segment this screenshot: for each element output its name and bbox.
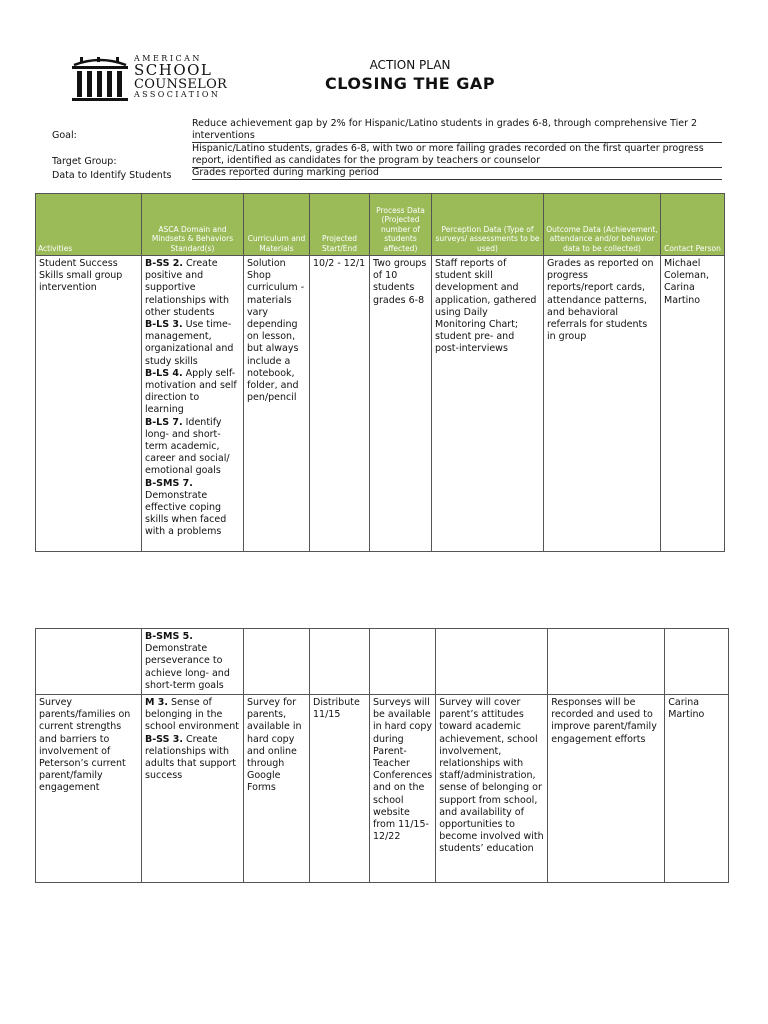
standard-item: B-LS 3. Use time-management, organizational and study skills	[145, 319, 234, 367]
cell-projected	[310, 629, 370, 695]
header-perception: Perception Data (Type of surveys/ assessments to be used)	[432, 194, 544, 256]
table-row	[36, 695, 729, 883]
cell-process	[370, 629, 436, 695]
table-header-row	[36, 194, 725, 256]
cell-perception: Survey will cover parent’s attitudes toward academic achievement, school involvement, relationships with staff/administration, sense of belonging or support from school, and availability of opportunities to become involved with students’ education	[436, 695, 548, 883]
table-row	[36, 629, 729, 695]
goal-label: Goal:	[52, 130, 77, 141]
cell-outcome	[548, 629, 665, 695]
logo-line-american: AMERICAN	[134, 54, 202, 63]
header-outcome: Outcome Data (Achievement, attendance and/or behavior data to be collected)	[544, 194, 661, 256]
header-contact: Contact Person	[661, 194, 725, 256]
standard-item: B-SS 3. Create relationships with adults that support success	[145, 733, 236, 782]
action-plan-table-continued	[35, 628, 729, 883]
standard-item: B-LS 4. Apply self-motivation and self direction to learning	[145, 367, 237, 416]
header-activities: Activities	[36, 194, 142, 256]
asca-logo	[70, 55, 240, 105]
identify-data-row	[52, 167, 722, 181]
cell-contact: Carina Martino	[665, 695, 729, 883]
table-row	[36, 256, 725, 552]
cell-curriculum	[244, 629, 310, 695]
cell-perception: Staff reports of student skill development and application, gathered using Daily Monitoring Chart; student pre- and post-interviews	[432, 256, 544, 552]
cell-standards	[142, 695, 244, 883]
logo-line-school: SCHOOL	[134, 61, 213, 79]
standard-item: B-LS 7. Identify long- and short-term academic, career and social/ emotional goals	[145, 416, 230, 477]
cell-activity	[36, 629, 142, 695]
header-process: Process Data (Projected number of students affected)	[370, 194, 432, 256]
cell-projected: Distribute 11/15	[310, 695, 370, 883]
cell-curriculum: Survey for parents, available in hard copy and online through Google Forms	[244, 695, 310, 883]
standard-item: B-SS 2. Create positive and supportive relationships with other students	[145, 258, 229, 318]
cell-curriculum: Solution Shop curriculum - materials vary depending on lesson, but always include a notebook, folder, and pen/pencil	[244, 256, 310, 552]
target-group-value: Hispanic/Latino students, grades 6-8, with two or more failing grades recorded on the first quarter progress report, identified as candidates for the program by teachers or counselor	[192, 143, 722, 168]
cell-standards	[142, 256, 244, 552]
cell-process: Surveys will be available in hard copy during Parent-Teacher Conferences and on the school website from 11/15-12/22	[370, 695, 436, 883]
title-action-plan: ACTION PLAN	[369, 58, 451, 72]
cell-outcome: Grades as reported on progress reports/report cards, attendance patterns, and behavioral referrals for students in group	[544, 256, 661, 552]
logo-line-counselor: COUNSELOR	[134, 77, 228, 92]
identify-data-value: Grades reported during marking period	[192, 167, 722, 180]
cell-process: Two groups of 10 students grades 6-8	[370, 256, 432, 552]
target-group-row	[52, 143, 722, 167]
cell-contact	[665, 629, 729, 695]
target-group-label: Target Group:	[52, 156, 117, 167]
action-plan-table	[35, 193, 725, 552]
cell-outcome: Responses will be recorded and used to improve parent/family engagement efforts	[548, 695, 665, 883]
standard-item: M 3. Sense of belonging in the school environment	[145, 697, 239, 733]
goal-row	[52, 118, 722, 143]
header-curriculum: Curriculum and Materials	[244, 194, 310, 256]
cell-standards: B-SMS 5. Demonstrate perseverance to achieve long- and short-term goals	[142, 629, 244, 695]
goal-value: Reduce achievement gap by 2% for Hispanic/Latino students in grades 6-8, through comprehensive Tier 2 interventions	[192, 118, 722, 143]
cell-contact: Michael Coleman, Carina Martino	[661, 256, 725, 552]
cell-activity: Survey parents/families on current strengths and barriers to involvement of Peterson’s current parent/family engagement	[36, 695, 142, 883]
cell-activity: Student Success Skills small group intervention	[36, 256, 142, 552]
header-asca: ASCA Domain and Mindsets & Behaviors Standard(s)	[142, 194, 244, 256]
cell-projected: 10/2 - 12/1	[310, 256, 370, 552]
column-building-icon	[70, 55, 130, 103]
identify-data-label: Data to Identify Students	[52, 170, 172, 181]
logo-line-association: ASSOCIATION	[134, 90, 221, 99]
header-projected: Projected Start/End	[310, 194, 370, 256]
standard-item: B-SMS 7. Demonstrate effective coping skills when faced with a problems	[145, 477, 227, 538]
cell-perception	[436, 629, 548, 695]
title-closing-the-gap: CLOSING THE GAP	[324, 74, 496, 93]
